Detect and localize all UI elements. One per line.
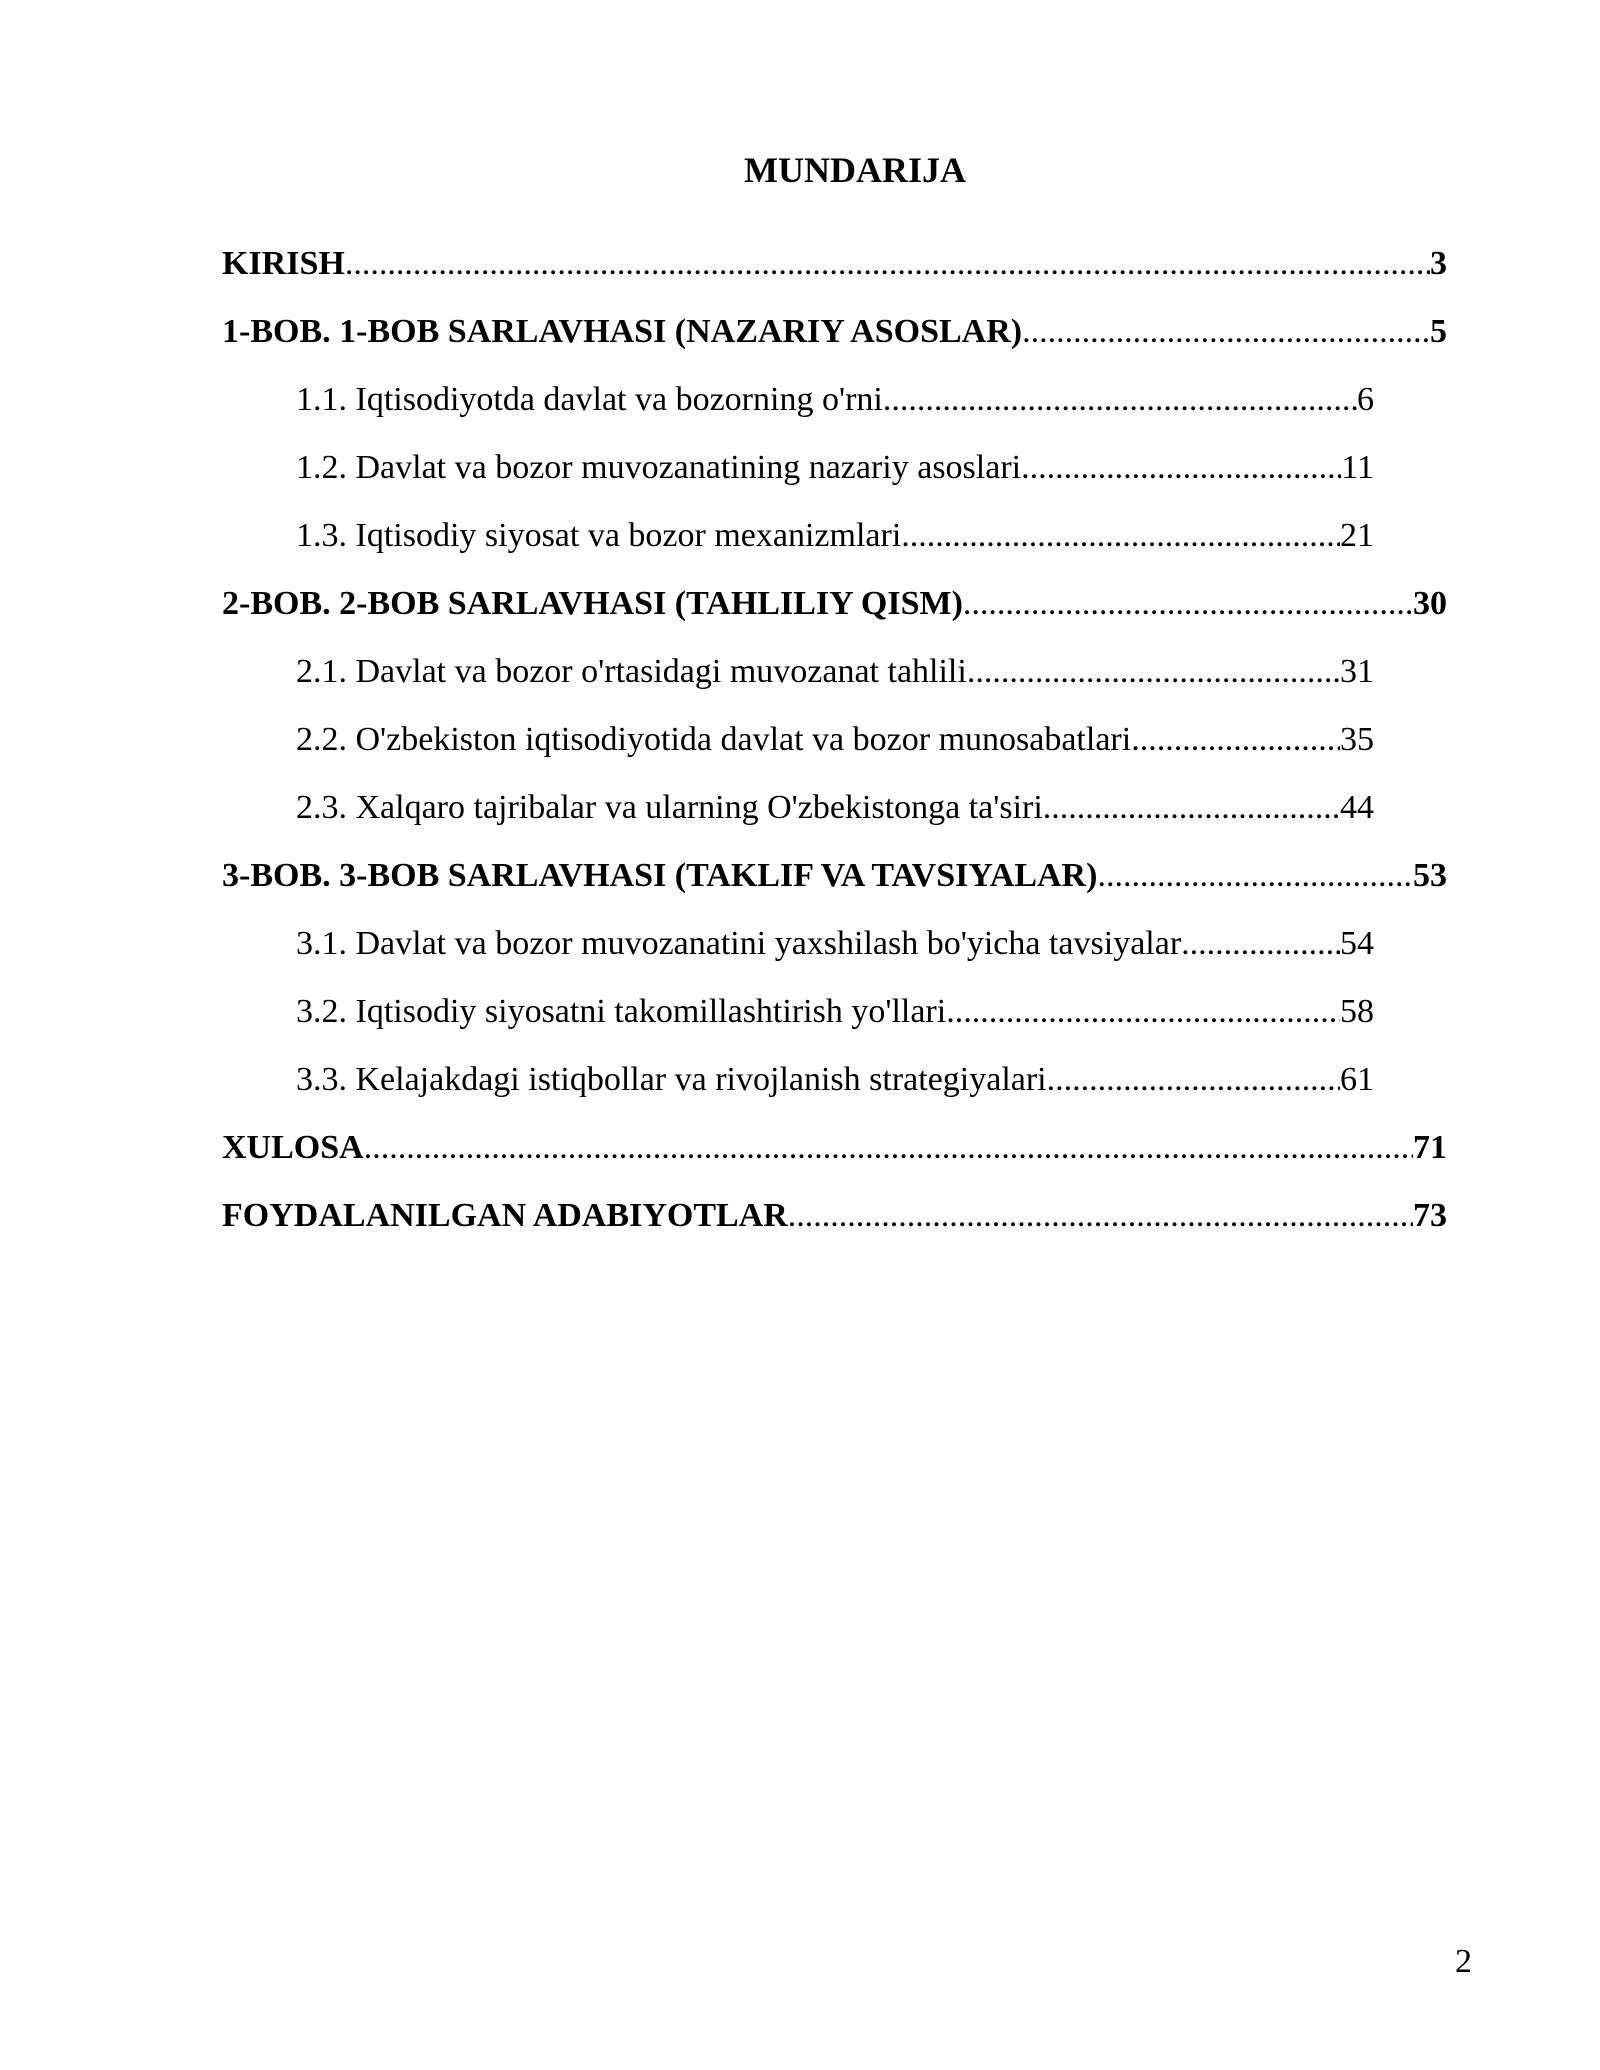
toc-entry-section-2-2[interactable] (296, 718, 1374, 762)
toc-entry-label: KIRISH (222, 245, 345, 282)
toc-entry-label: 1-BOB. 1-BOB SARLAVHASI (NAZARIY ASOSLAR) (222, 313, 1023, 350)
toc-entry-xulosa[interactable] (222, 1126, 1447, 1170)
dot-leader (1021, 446, 1341, 490)
toc-entry-section-1-2[interactable] (296, 446, 1374, 490)
toc-entry-label: 2-BOB. 2-BOB SARLAVHASI (TAHLILIY QISM) (222, 585, 963, 622)
toc-entry-label: 3-BOB. 3-BOB SARLAVHASI (TAKLIF VA TAVSIYALAR) (222, 857, 1098, 894)
toc-entry-page: 71 (1413, 1129, 1447, 1166)
toc-entry-label: 1.2. Davlat va bozor muvozanatining nazariy asoslari (296, 449, 1022, 486)
toc-entry-page: 31 (1340, 653, 1374, 690)
toc-entry-references[interactable] (222, 1194, 1447, 1238)
toc-entry-page: 6 (1357, 381, 1374, 418)
dot-leader (364, 1126, 1413, 1170)
toc-entry-page: 61 (1340, 1061, 1374, 1098)
dot-leader (946, 990, 1340, 1034)
toc-entry-page: 73 (1413, 1197, 1447, 1234)
toc-entry-label: XULOSA (222, 1129, 364, 1166)
toc-entry-page: 11 (1341, 449, 1374, 486)
toc-entry-label: FOYDALANILGAN ADABIYOTLAR (222, 1197, 788, 1234)
dot-leader (1181, 922, 1340, 966)
toc-entry-chapter-3[interactable] (222, 854, 1447, 898)
page-number: 2 (1455, 1943, 1472, 1980)
dot-leader (963, 582, 1413, 626)
toc-entry-section-3-2[interactable] (296, 990, 1374, 1034)
page-title: MUNDARIJA (744, 150, 966, 190)
toc-entry-page: 3 (1430, 245, 1447, 282)
toc-entry-page: 30 (1413, 585, 1447, 622)
toc-entry-chapter-2[interactable] (222, 582, 1447, 626)
dot-leader (1043, 786, 1340, 830)
toc-entry-label: 2.3. Xalqaro tajribalar va ularning O'zbekistonga ta'siri (296, 789, 1043, 826)
dot-leader (1097, 854, 1413, 898)
toc-entry-section-2-3[interactable] (296, 786, 1374, 830)
dot-leader (1022, 310, 1430, 354)
toc-entry-label: 2.1. Davlat va bozor o'rtasidagi muvozanat tahlili (296, 653, 967, 690)
toc-entry-chapter-1[interactable] (222, 310, 1447, 354)
toc-entry-page: 5 (1430, 313, 1447, 350)
toc-entry-label: 3.1. Davlat va bozor muvozanatini yaxshilash bo'yicha tavsiyalar (296, 925, 1182, 962)
toc-entry-section-2-1[interactable] (296, 650, 1374, 694)
toc-entry-section-1-3[interactable] (296, 514, 1374, 558)
toc-entry-page: 58 (1340, 993, 1374, 1030)
toc-entry-section-1-1[interactable] (296, 378, 1374, 422)
toc-entry-page: 53 (1413, 857, 1447, 894)
toc-entry-kirish[interactable] (222, 242, 1447, 286)
dot-leader (901, 514, 1340, 558)
toc-entry-page: 35 (1340, 721, 1374, 758)
toc-entry-label: 2.2. O'zbekiston iqtisodiyotida davlat va bozor munosabatlari (296, 721, 1132, 758)
dot-leader (1131, 718, 1340, 762)
toc-entry-section-3-1[interactable] (296, 922, 1374, 966)
dot-leader (1047, 1058, 1340, 1102)
toc-entry-label: 3.2. Iqtisodiy siyosatni takomillashtirish yo'llari (296, 993, 947, 1030)
toc-entry-label: 3.3. Kelajakdagi istiqbollar va rivojlanish strategiyalari (296, 1061, 1047, 1098)
dot-leader (345, 242, 1430, 286)
toc-entry-page: 44 (1340, 789, 1374, 826)
toc-entry-section-3-3[interactable] (296, 1058, 1374, 1102)
toc-entry-label: 1.1. Iqtisodiyotda davlat va bozorning o'rni (296, 381, 883, 418)
dot-leader (788, 1194, 1413, 1238)
dot-leader (967, 650, 1340, 694)
toc-entry-label: 1.3. Iqtisodiy siyosat va bozor mexanizmlari (296, 517, 902, 554)
toc-entry-page: 54 (1340, 925, 1374, 962)
toc-entry-page: 21 (1340, 517, 1374, 554)
dot-leader (883, 378, 1357, 422)
